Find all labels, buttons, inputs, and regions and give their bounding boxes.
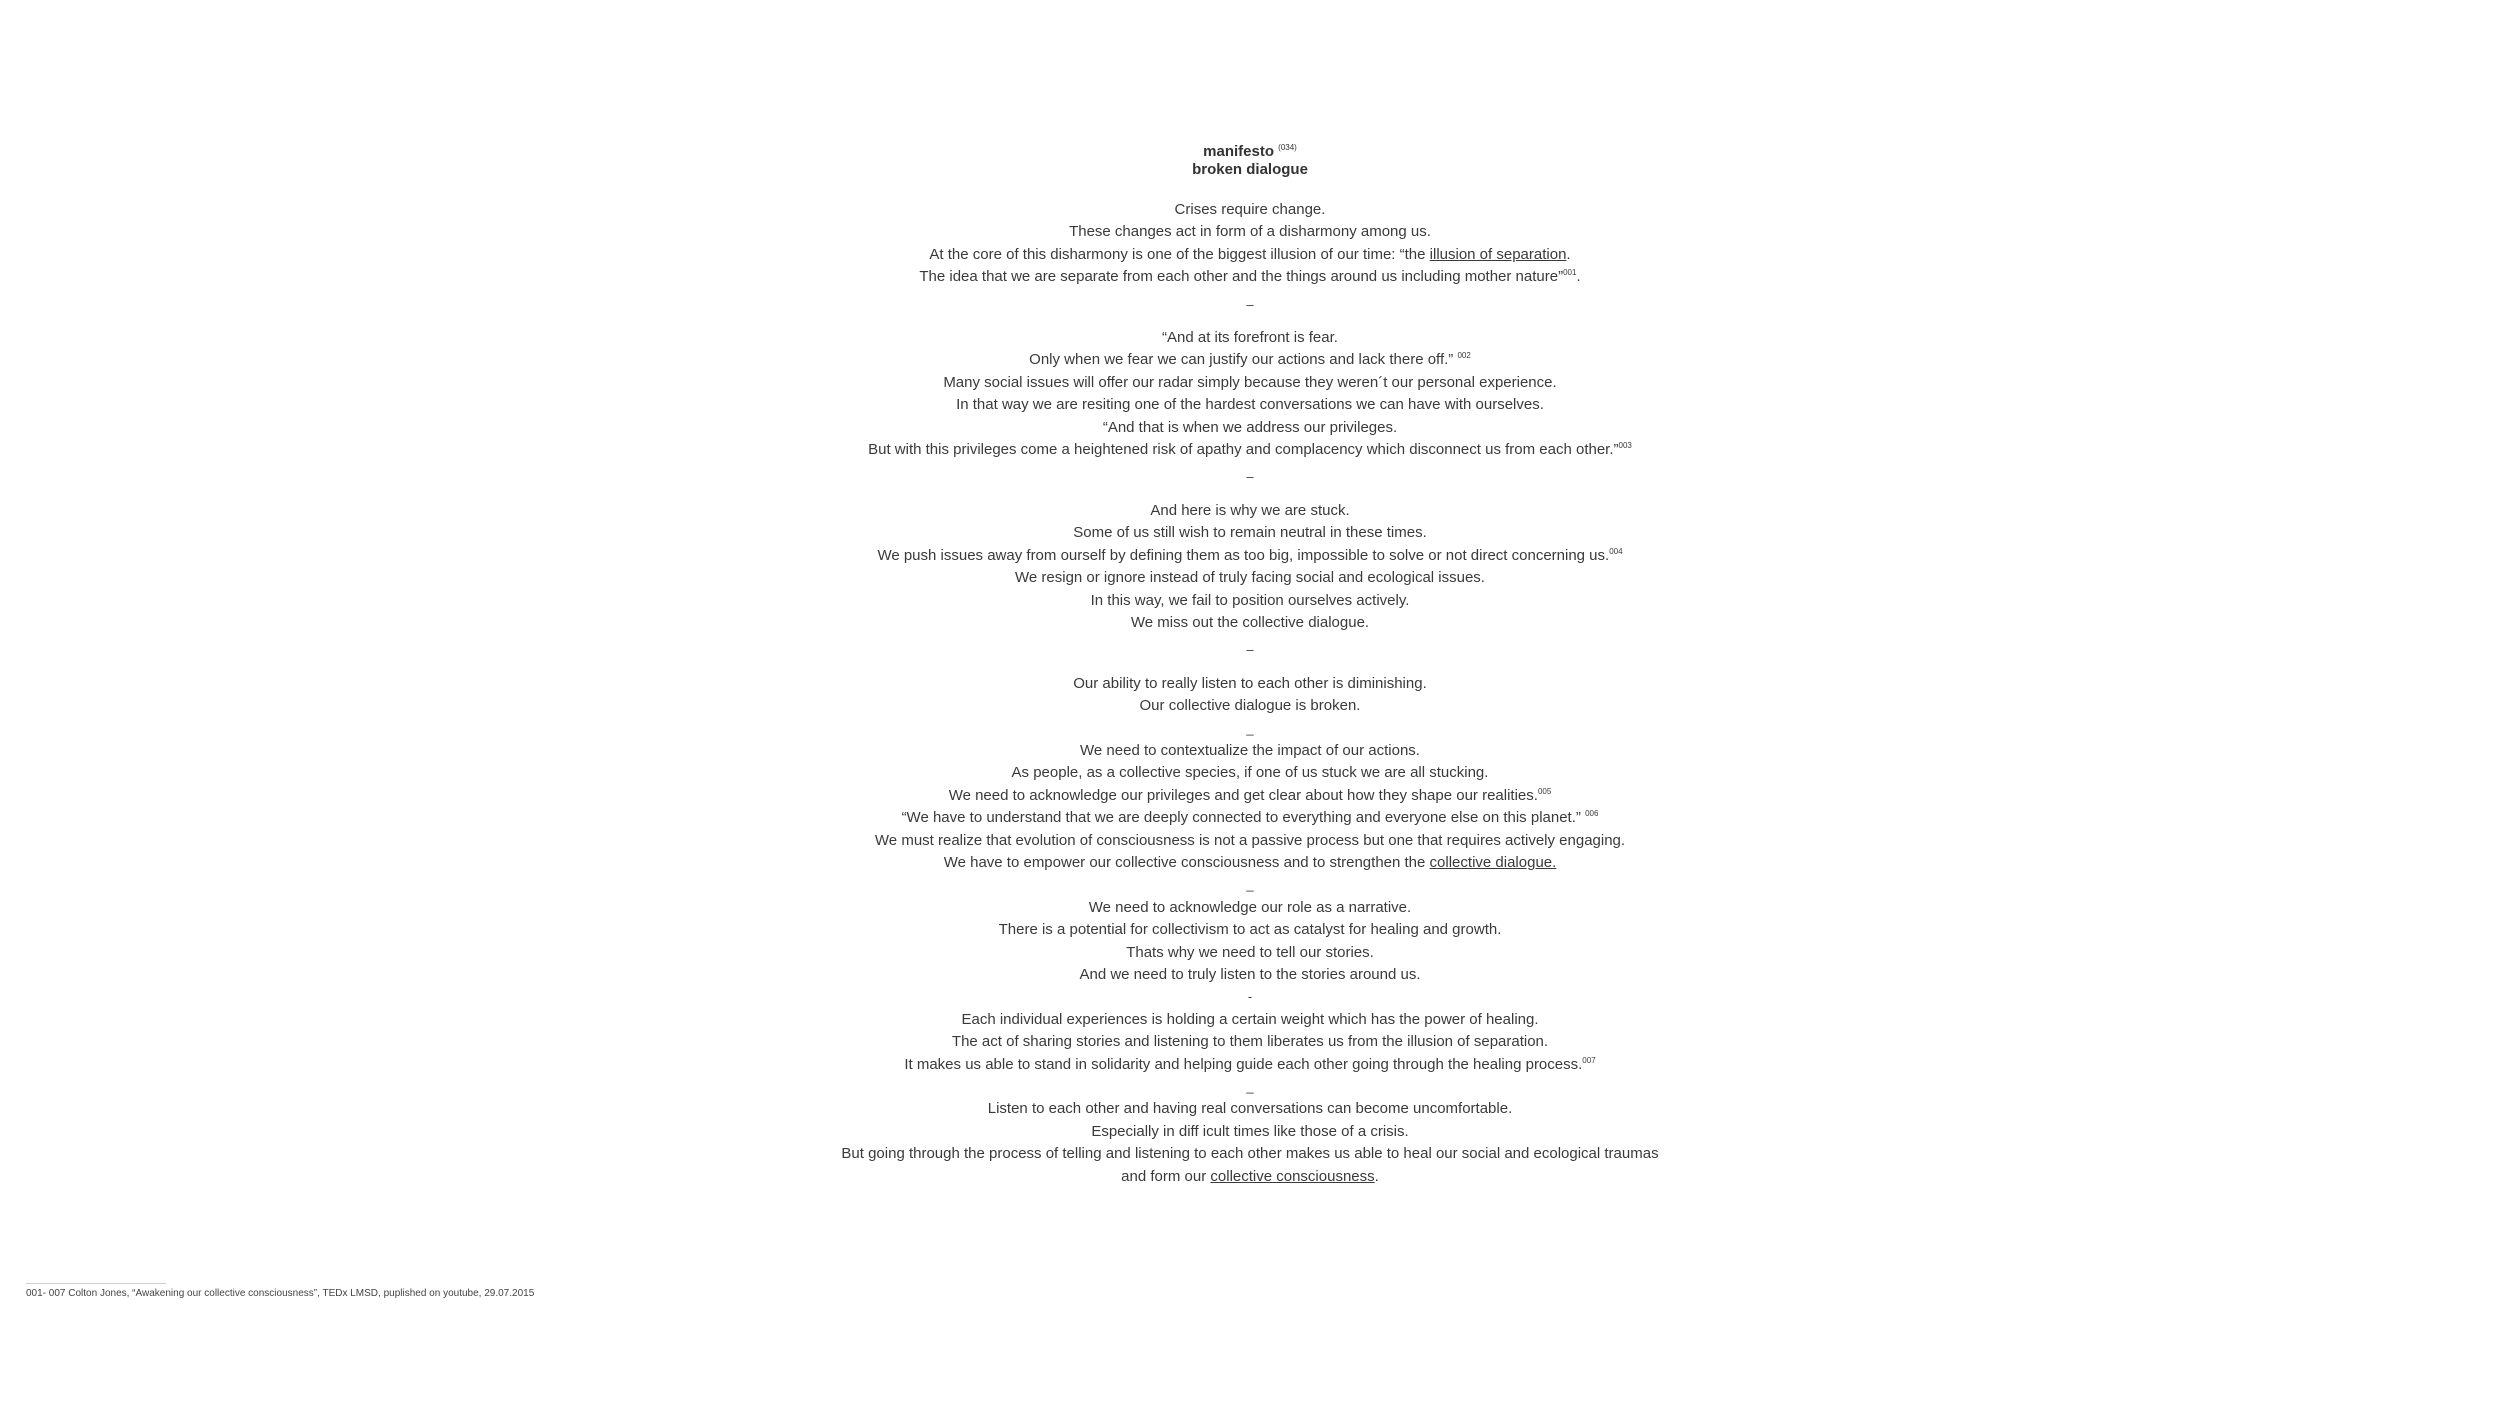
line-text: The act of sharing stories and listening to them liberates us from the illusion of separation.: [951, 1033, 1549, 1051]
line-text: It makes us able to stand in solidarity and helping guide each other going through the healing process.: [904, 1055, 1583, 1073]
line-text: Especially in diff icult times like those of a crisis.: [1091, 1122, 1409, 1140]
line-text: Our collective dialogue is broken.: [1139, 697, 1361, 715]
page-title: [0, 139, 2500, 161]
section-separator: –: [1246, 296, 1254, 312]
manifesto-line: [0, 567, 2500, 589]
line-text: These changes act in form of a disharmony among us.: [1069, 223, 1431, 241]
footnote-reference: 007: [1582, 1055, 1596, 1065]
underlined-phrase: collective dialogue.: [1429, 853, 1557, 871]
manifesto-line: [0, 762, 2500, 784]
manifesto-line: [0, 897, 2500, 919]
page-subtitle: broken dialogue: [1192, 161, 1308, 178]
manifesto-line: [0, 807, 2500, 829]
manifesto-line: [0, 266, 2500, 288]
line-text-end: .: [1374, 1167, 1379, 1185]
line-text: And we need to truly listen to the stories around us.: [1079, 966, 1421, 983]
manifesto-line: [0, 500, 2500, 522]
line-text: “We have to understand that we are deeply connected to everything and everyone else on this planet.”: [901, 809, 1586, 827]
manifesto-line: [0, 349, 2500, 371]
manifesto-line: [0, 372, 2500, 394]
manifesto-line: [0, 1009, 2500, 1031]
manifesto-line: [0, 830, 2500, 852]
manifesto-line: [0, 327, 2500, 349]
manifesto-line: [0, 1054, 2500, 1076]
manifesto-line: [0, 394, 2500, 416]
line-text: As people, as a collective species, if one of us stuck we are all stucking.: [1011, 764, 1489, 782]
manifesto-line: [0, 673, 2500, 695]
footnote-reference: 005: [1537, 786, 1552, 796]
line-text: In that way we are resiting one of the hardest conversations we can have with ourselves.: [956, 396, 1544, 414]
section-separator: _: [1246, 877, 1254, 893]
manifesto-header: [0, 139, 2500, 179]
line-text: Thats why we need to tell our stories.: [1126, 943, 1374, 961]
line-text: We need to acknowledge our privileges and get clear about how they shape our realities.: [948, 786, 1538, 804]
manifesto-line: [0, 590, 2500, 612]
manifesto-line: [0, 1166, 2500, 1188]
manifesto-line: [0, 199, 2500, 221]
manifesto-line: [0, 244, 2500, 266]
line-text: And here is why we are stuck.: [1150, 501, 1350, 519]
manifesto-line: [0, 785, 2500, 807]
line-text: Our ability to really listen to each other is diminishing.: [1073, 674, 1427, 692]
line-text: In this way, we fail to position ourselves actively.: [1090, 591, 1410, 609]
section-separator: –: [1246, 642, 1254, 658]
underlined-phrase: illusion of separation: [1429, 245, 1567, 263]
footnote-reference: 003: [1618, 441, 1632, 451]
line-text-end: .: [1576, 268, 1581, 286]
manifesto-line: [0, 942, 2500, 964]
manifesto-line: [0, 695, 2500, 717]
manifesto-line: [0, 852, 2500, 874]
line-text: But going through the process of telling and listening to each other makes us able to heal our social and ecological traumas: [841, 1145, 1659, 1163]
line-text: Each individual experiences is holding a certain weight which has the power of healing.: [961, 1010, 1539, 1028]
line-text: We miss out the collective dialogue.: [1130, 613, 1370, 631]
line-text: Crises require change.: [1174, 201, 1326, 218]
line-text: But with this privileges come a heightened risk of apathy and complacency which disconnect us from each other.”: [868, 441, 1619, 459]
line-text: Some of us still wish to remain neutral in these times.: [1073, 524, 1427, 542]
footnote-reference: 006: [1585, 809, 1599, 819]
line-text: “And at its forefront is fear.: [1162, 329, 1338, 347]
section-separator: –: [1246, 469, 1254, 485]
line-text-end: .: [1566, 245, 1571, 263]
line-text: Many social issues will offer our radar simply because they weren´t our personal experience.: [943, 373, 1557, 391]
manifesto-line: [0, 439, 2500, 461]
line-text: We push issues away from ourself by defining them as too big, impossible to solve or not direct concerning us.: [877, 546, 1610, 564]
line-text: We need to contextualize the impact of our actions.: [1080, 741, 1420, 759]
line-text: At the core of this disharmony is one of the biggest illusion of our time: “the: [929, 245, 1430, 263]
line-text: and form our: [1121, 1167, 1211, 1185]
page-title-superscript: (034): [1278, 143, 1297, 152]
line-text: The idea that we are separate from each other and the things around us including mother nature”: [919, 268, 1564, 286]
manifesto-body: [0, 199, 2500, 1188]
line-text: We must realize that evolution of consciousness is not a passive process but one that requires actively engaging.: [874, 831, 1626, 849]
line-text: Only when we fear we can justify our actions and lack there off.”: [1029, 351, 1458, 369]
section-separator: _: [1246, 1079, 1254, 1095]
manifesto-line: [0, 919, 2500, 941]
manifesto-line: [0, 221, 2500, 243]
manifesto-line: [0, 612, 2500, 634]
line-text: We need to acknowledge our role as a narrative.: [1088, 898, 1412, 916]
underlined-phrase: collective consciousness: [1210, 1167, 1375, 1185]
manifesto-line: [0, 522, 2500, 544]
footnote-reference: 002: [1457, 351, 1471, 361]
line-text: We resign or ignore instead of truly facing social and ecological issues.: [1015, 569, 1485, 587]
section-separator: -: [1247, 989, 1253, 1005]
line-text: We have to empower our collective consciousness and to strengthen the: [943, 853, 1430, 871]
manifesto-line: [0, 1121, 2500, 1143]
manifesto-line: [0, 1031, 2500, 1053]
line-text: Listen to each other and having real conversations can become uncomfortable.: [987, 1100, 1513, 1118]
manifesto-line: [0, 417, 2500, 439]
page-title-text: manifesto: [1203, 143, 1274, 160]
footnote: 001- 007 Colton Jones, “Awakening our collective consciousness”, TEDx LMSD, puplished on youtube, 29.07.2015: [26, 1288, 535, 1299]
footnote-reference: 004: [1609, 546, 1623, 556]
manifesto-line: [0, 1143, 2500, 1165]
manifesto-line: [0, 1098, 2500, 1120]
manifesto-line: [0, 545, 2500, 567]
line-text: There is a potential for collectivism to act as catalyst for healing and growth.: [998, 921, 1502, 939]
footnote-divider: [26, 1283, 166, 1284]
manifesto-line: [0, 964, 2500, 986]
manifesto-line: [0, 740, 2500, 762]
line-text: “And that is when we address our privileges.: [1102, 418, 1398, 436]
section-separator: _: [1246, 720, 1254, 736]
footnote-reference: 001: [1563, 268, 1577, 278]
